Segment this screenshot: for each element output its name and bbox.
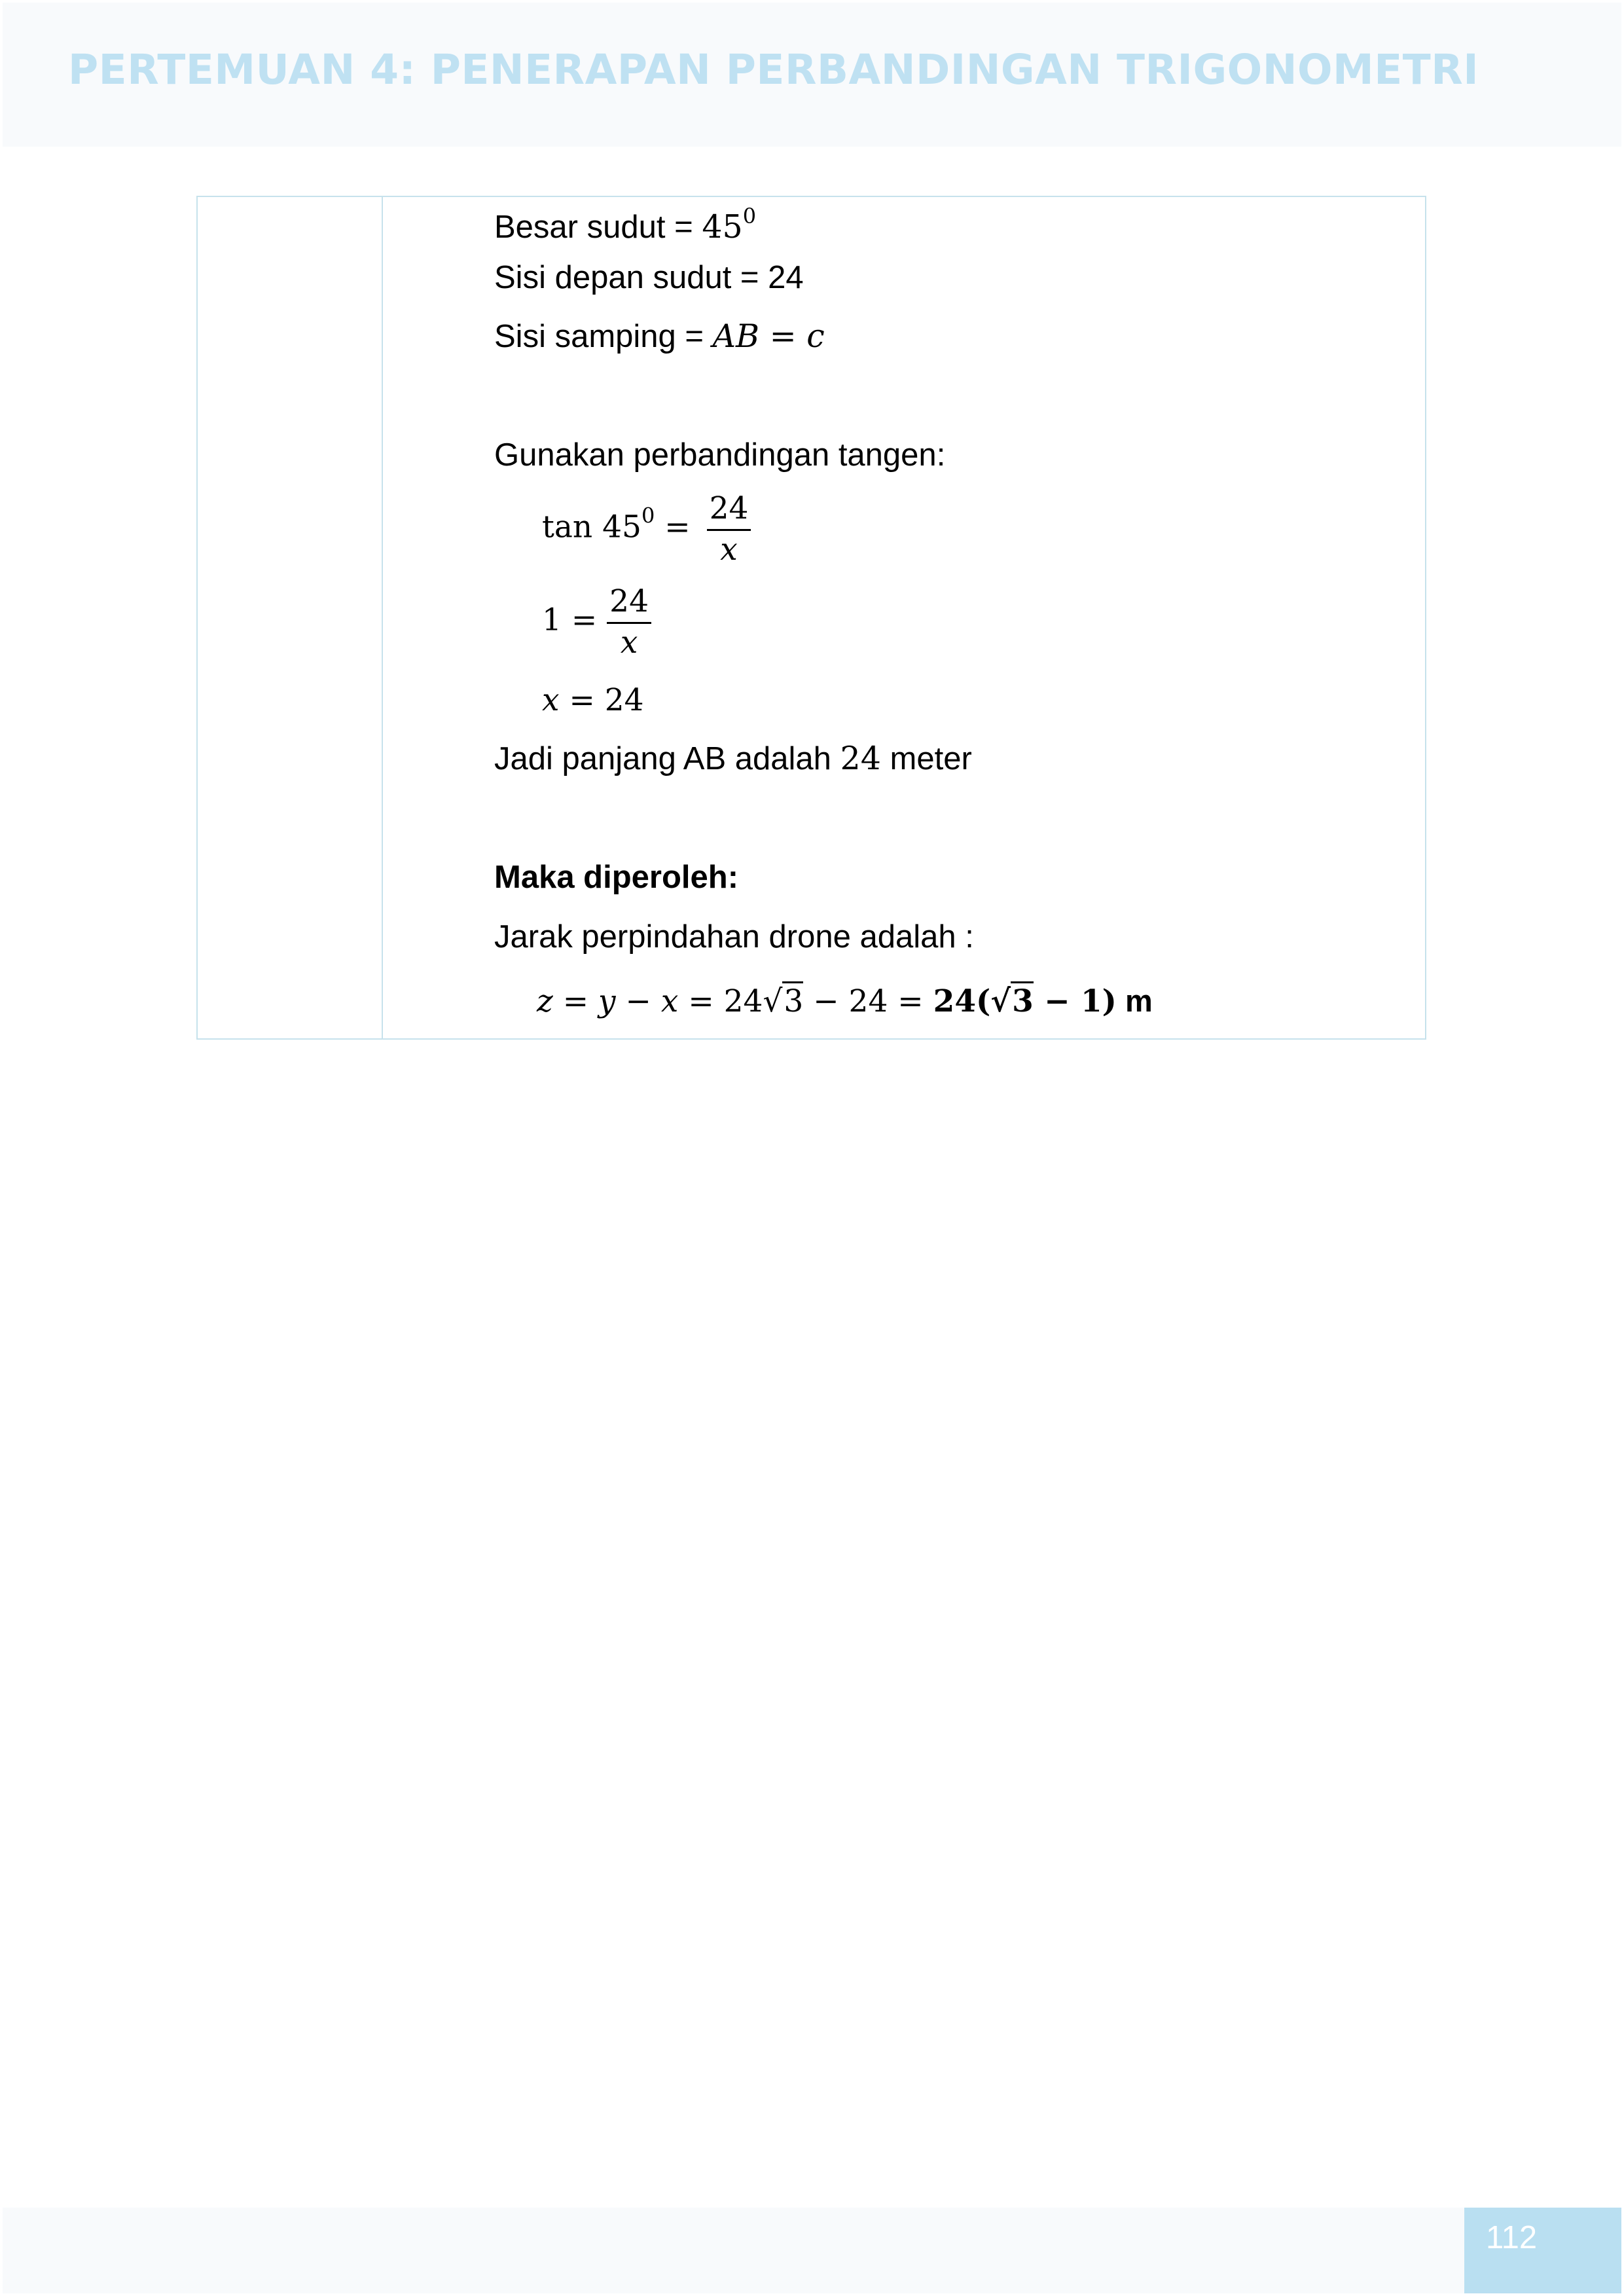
- eq3-variable: x: [542, 682, 560, 718]
- tangent-intro: Gunakan perbandingan tangen:: [494, 437, 946, 473]
- adjacent-equals: =: [759, 318, 807, 355]
- result-suffix: meter: [880, 741, 972, 776]
- page-header-title: PERTEMUAN 4: PENERAPAN PERBANDINGAN TRIGONOMETRI: [68, 46, 1479, 94]
- final-y: y: [598, 983, 616, 1019]
- simplified-equation: [542, 583, 651, 662]
- angle-label: Besar sudut =: [494, 210, 702, 245]
- solution-equation: [542, 681, 644, 720]
- final-radicand: 3: [782, 981, 803, 1019]
- opposite-side-line: Sisi depan sudut = 24: [494, 260, 804, 295]
- page-number-box: [1464, 2208, 1621, 2293]
- final-bold-tail: − 1): [1033, 983, 1117, 1019]
- eq2-numerator: 24: [607, 583, 651, 624]
- adjacent-c: c: [806, 318, 825, 355]
- result-value: 24: [840, 740, 881, 777]
- eq3-value: = 24: [559, 682, 644, 718]
- adjacent-label: Sisi samping =: [494, 319, 713, 354]
- final-z: z: [537, 983, 553, 1019]
- final-equals-1: =: [552, 983, 599, 1019]
- result-line: [494, 739, 972, 778]
- page-number: 112: [1486, 2220, 1538, 2255]
- final-bold-factor: 24(√: [933, 983, 1011, 1019]
- eq2-denominator: x: [620, 625, 638, 661]
- eq1-numerator: 24: [707, 490, 751, 531]
- conclusion-heading: Maka diperoleh:: [494, 860, 739, 895]
- angle-value: 45: [702, 208, 743, 246]
- final-minus: −: [615, 983, 661, 1019]
- adjacent-side-line: [494, 317, 825, 356]
- eq1-equals: =: [655, 509, 700, 545]
- eq1-superscript: 0: [641, 503, 655, 528]
- table-column-divider: [382, 197, 383, 1038]
- final-equals-2: = 24√: [678, 983, 783, 1019]
- header-band: [3, 3, 1621, 147]
- angle-superscript: 0: [742, 204, 757, 228]
- eq2-fraction: [607, 583, 651, 662]
- tangent-equation: [542, 490, 751, 569]
- angle-line: [494, 196, 756, 247]
- adjacent-ab: AB: [712, 318, 760, 355]
- final-bold-radicand: 3: [1011, 981, 1034, 1019]
- result-prefix: Jadi panjang AB adalah: [494, 741, 840, 776]
- eq1-lhs: tan 45: [542, 509, 641, 545]
- eq1-denominator: x: [720, 532, 738, 568]
- distance-intro: Jarak perpindahan drone adalah :: [494, 919, 974, 955]
- final-x: x: [660, 983, 679, 1019]
- final-equation: [537, 981, 1153, 1022]
- eq1-fraction: [707, 490, 751, 569]
- footer-band: [3, 2208, 1621, 2293]
- final-middle: − 24 =: [803, 983, 933, 1019]
- final-unit: m: [1116, 983, 1153, 1018]
- eq2-lhs: 1 =: [542, 602, 607, 638]
